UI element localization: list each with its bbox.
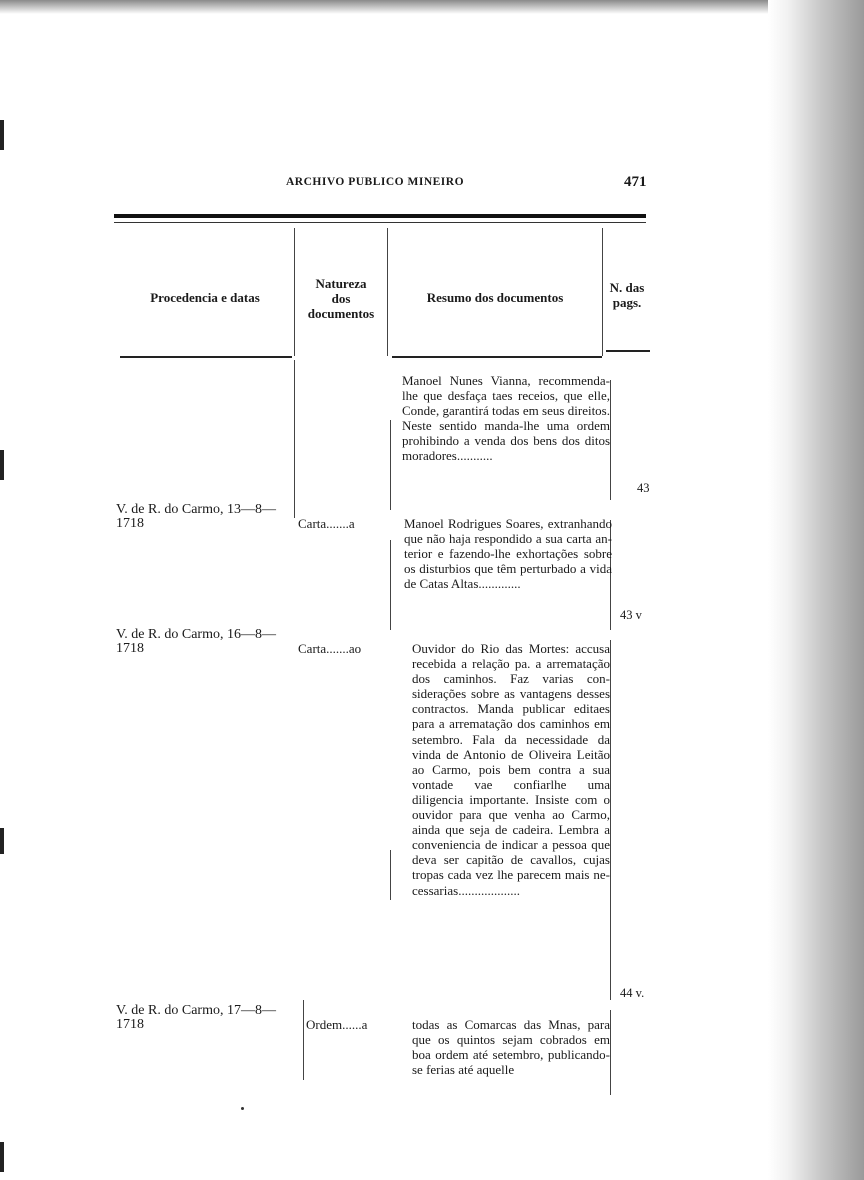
column-header-procedencia: Procedencia e datas: [150, 290, 260, 305]
header-underline: [392, 356, 602, 358]
column-header-resumo: Resumo dos documentos: [426, 290, 564, 305]
column-divider: [610, 380, 611, 500]
column-header-pags: [602, 280, 652, 310]
entry-procedencia: V. de R. do Carmo, 13—8—1718: [116, 502, 276, 531]
scan-edge-mark: [0, 450, 4, 480]
entry-summary: Manoel Rodrigues Soares, extranhando que não haja respondido a sua carta anterior e fazendo-lhe exhortações sobre os disturbios que têm perturbado a vida de Catas Altas.............: [404, 516, 612, 592]
speck: [241, 1107, 244, 1110]
column-header-natureza-line3: documentos: [307, 306, 375, 321]
header-rule-thick: [114, 214, 646, 218]
header-underline: [606, 350, 650, 352]
scan-edge-mark: [0, 1142, 4, 1172]
header-rule-thin: [114, 222, 646, 223]
entry-natureza: Ordem......a: [306, 1017, 368, 1032]
header-underline: [120, 356, 292, 358]
column-divider: [390, 420, 391, 510]
entry-summary: Ouvidor do Rio das Mortes: accusa recebida a relação pa. a arrematação dos caminhos. Faz varias considerações sobre as vantagens desses contractos. Manda publicar editaes para a arrematação dos caminhos em setembro. Fala da necessidade da vinda de Antonio de Oliveira Leitão ao Carmo, pois bem contra a sua vontade vae confiarlhe uma diligencia importante. Insiste com o ouvidor para que venha ao Carmo, ainda que seja de cadeira. Lembra a conveniencia de indicar a pessoa que deva ser capitão de cavallos, cujas tropas cada vez lhe parecem mais necessarias...................: [412, 641, 610, 898]
column-divider: [387, 228, 388, 356]
column-divider: [390, 850, 391, 900]
entry-procedencia: V. de R. do Carmo, 16—8—1718: [116, 627, 276, 656]
page-number: 471: [624, 174, 647, 190]
entry-summary: todas as Comarcas das Mnas, para que os quintos sejam cobrados em boa ordem até setembro, publicando-se ferias até aquelle: [412, 1017, 610, 1078]
entry-pages: 44 v.: [620, 986, 645, 1000]
running-title: ARCHIVO PUBLICO MINEIRO: [286, 176, 465, 188]
column-header-natureza-line2: dos: [331, 291, 351, 306]
column-divider: [303, 1000, 304, 1080]
entry-natureza: Carta.......a: [298, 516, 355, 531]
entry-pages: 43 v: [620, 608, 642, 622]
column-divider: [390, 540, 391, 630]
entry-natureza: Carta.......ao: [298, 641, 362, 656]
column-divider: [610, 640, 611, 1000]
page-top-edge: [0, 0, 864, 14]
column-header-pags-line1: N. das: [609, 280, 645, 295]
entry-summary: Manoel Nunes Vianna, recommenda-lhe que desfaça taes receios, que elle, Conde, garantirá todas em seus direitos. Neste sentido manda-lhe uma ordem prohibindo a venda dos bens dos ditos moradores...........: [402, 373, 610, 464]
page-header: [112, 174, 652, 194]
entry-procedencia: V. de R. do Carmo, 17—8—1718: [116, 1003, 276, 1032]
column-divider: [294, 360, 295, 518]
column-header-natureza-line1: Natureza: [315, 276, 367, 291]
scan-edge-mark: [0, 828, 4, 854]
entry-pages: 43: [637, 481, 650, 495]
page-binding-shadow: [768, 0, 864, 1180]
column-header-pags-line2: pags.: [612, 295, 642, 310]
column-divider: [610, 1010, 611, 1095]
scan-edge-mark: [0, 120, 4, 150]
column-divider: [294, 228, 295, 356]
column-header-natureza: [296, 276, 386, 321]
